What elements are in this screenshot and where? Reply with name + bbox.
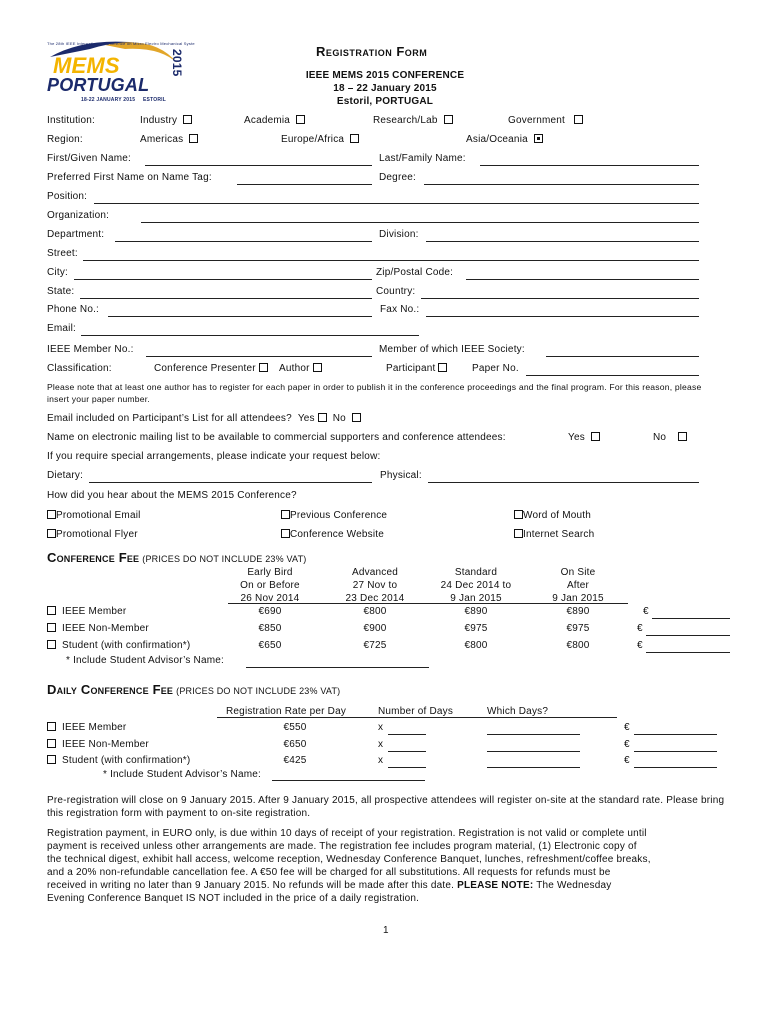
research-label: Research/Lab bbox=[373, 115, 438, 126]
fee-member-price-standard: €890 bbox=[464, 606, 488, 617]
daily-member-price: €550 bbox=[283, 722, 307, 733]
department-label: Department: bbox=[47, 229, 105, 240]
daily-advisor-field[interactable] bbox=[272, 780, 425, 781]
hear-flyer-checkbox[interactable] bbox=[47, 529, 56, 538]
hear-search-checkbox[interactable] bbox=[514, 529, 523, 538]
banquet-text: The Wednesday bbox=[533, 880, 612, 891]
author-option[interactable] bbox=[279, 363, 322, 374]
daily-nonmember-which-field[interactable] bbox=[487, 751, 580, 752]
daily-student-label: Student (with confirmation*) bbox=[61, 755, 191, 766]
mailing-list-text: Name on electronic mailing list to be available to commercial supporters and conference attendees: bbox=[47, 432, 506, 443]
daily-col-days: Number of Days bbox=[378, 706, 454, 717]
presenter-label: Conference Presenter bbox=[154, 363, 256, 374]
department-field[interactable] bbox=[115, 241, 372, 242]
daily-row-student[interactable] bbox=[47, 755, 190, 766]
fee-col-standard bbox=[424, 566, 528, 605]
classification-label: Classification: bbox=[47, 363, 112, 374]
author-checkbox[interactable] bbox=[313, 363, 322, 372]
hear-option-website[interactable] bbox=[281, 529, 384, 540]
daily-student-total-field[interactable] bbox=[634, 767, 717, 768]
europe-label: Europe/Africa bbox=[281, 134, 345, 145]
hear-flyer-label: Promotional Flyer bbox=[56, 529, 138, 540]
presenter-checkbox[interactable] bbox=[259, 363, 268, 372]
daily-member-total-field[interactable] bbox=[634, 734, 717, 735]
hear-word-label: Word of Mouth bbox=[523, 510, 592, 521]
daily-member-label: IEEE Member bbox=[61, 722, 127, 733]
hear-website-label: Conference Website bbox=[290, 529, 385, 540]
government-label: Government bbox=[508, 115, 566, 126]
position-field[interactable] bbox=[94, 203, 699, 204]
daily-header-rule bbox=[217, 717, 617, 718]
hear-option-flyer[interactable] bbox=[47, 529, 138, 540]
daily-student-which-field[interactable] bbox=[487, 767, 580, 768]
author-label: Author bbox=[279, 363, 310, 374]
logo-dates: 18-22 JANUARY 2015 bbox=[81, 97, 136, 103]
email-list-text: Email included on Participant’s List for all attendees? bbox=[47, 413, 292, 424]
dietary-field[interactable] bbox=[89, 482, 372, 483]
fee-header-rule bbox=[228, 603, 628, 604]
daily-nonmember-total-field[interactable] bbox=[634, 751, 717, 752]
email-list-yes-label: Yes bbox=[297, 413, 315, 424]
hear-email-checkbox[interactable] bbox=[47, 510, 56, 519]
country-label: Country: bbox=[376, 286, 416, 297]
payment-line-3: the technical digest, exhibit hall access, welcome reception, Wednesday Conference Banquet, lunches, refreshment/coffee breaks, bbox=[47, 854, 651, 865]
payment-line-2: payment is received unless other arrangements are made. The registration fee includes program material, (1) Electronic copy of bbox=[47, 841, 637, 852]
mailing-no-option[interactable] bbox=[653, 432, 687, 443]
fee-row-student[interactable] bbox=[47, 640, 190, 651]
institution-research[interactable] bbox=[373, 115, 453, 126]
email-list-no-checkbox[interactable] bbox=[352, 413, 361, 422]
participant-checkbox[interactable] bbox=[438, 363, 447, 372]
preferred-name-field[interactable] bbox=[237, 184, 372, 185]
onsite-line2: After bbox=[566, 580, 590, 591]
fee-advisor-field[interactable] bbox=[246, 667, 429, 668]
last-name-label: Last/Family Name: bbox=[379, 153, 466, 164]
payment-line-5: received in writing no later than 9 January 2015. No refunds will be made after this date. bbox=[47, 880, 455, 891]
industry-label: Industry bbox=[140, 115, 178, 126]
email-list-no-label: No bbox=[332, 413, 346, 424]
fee-student-price-early: €650 bbox=[258, 640, 282, 651]
early-line1: Early Bird bbox=[247, 567, 293, 578]
hear-option-previous[interactable] bbox=[281, 510, 387, 521]
advanced-line1: Advanced bbox=[351, 567, 399, 578]
onsite-line3: 9 Jan 2015 bbox=[552, 593, 604, 604]
americas-label: Americas bbox=[140, 134, 184, 145]
dietary-label: Dietary: bbox=[47, 470, 84, 481]
zip-field[interactable] bbox=[466, 279, 699, 280]
standard-line1: Standard bbox=[454, 567, 498, 578]
daily-nonmember-price: €650 bbox=[283, 739, 307, 750]
hear-email-label: Promotional Email bbox=[56, 510, 141, 521]
industry-checkbox[interactable] bbox=[183, 115, 192, 124]
mailing-yes-option[interactable] bbox=[568, 432, 600, 443]
conference-fee-heading bbox=[47, 550, 306, 565]
daily-nonmember-days-field[interactable] bbox=[388, 751, 426, 752]
daily-student-days-field[interactable] bbox=[388, 767, 426, 768]
hear-search-label: Internet Search bbox=[523, 529, 595, 540]
first-name-field[interactable] bbox=[145, 165, 372, 166]
mailing-no-checkbox[interactable] bbox=[678, 432, 687, 441]
institution-academia[interactable] bbox=[244, 115, 305, 126]
standard-line3: 9 Jan 2015 bbox=[450, 593, 502, 604]
payment-paragraph bbox=[47, 827, 737, 905]
hear-word-checkbox[interactable] bbox=[514, 510, 523, 519]
degree-field[interactable] bbox=[424, 184, 699, 185]
conference-place: Estoril, PORTUGAL bbox=[336, 96, 434, 107]
email-list-question bbox=[47, 413, 361, 424]
early-line3: 26 Nov 2014 bbox=[240, 593, 300, 604]
daily-nonmember-label: IEEE Non-Member bbox=[61, 739, 149, 750]
position-label: Position: bbox=[47, 191, 88, 202]
payment-line-1: Registration payment, in EURO only, is due within 10 days of receipt of your registration. Registration is not valid or complete until bbox=[47, 828, 647, 839]
last-name-field[interactable] bbox=[480, 165, 699, 166]
preregistration-text: Pre-registration will close on 9 January 2015. After 9 January 2015, all prospective attendees will register on-site at the standard rate. Please bring this registration form with payment to on-site registration. bbox=[47, 795, 725, 819]
special-arrangements-text: If you require special arrangements, please indicate your request below: bbox=[47, 451, 381, 462]
fee-col-advanced bbox=[333, 566, 417, 605]
daily-fee-title: Daily Conference Fee bbox=[47, 682, 174, 697]
research-checkbox[interactable] bbox=[444, 115, 453, 124]
author-note: Please note that at least one author has to register for each paper in order to publish it in the conference proceedings and the final program. For this reason, please insert your paper number. bbox=[47, 382, 702, 404]
daily-member-which-field[interactable] bbox=[487, 734, 580, 735]
daily-fee-heading bbox=[47, 682, 340, 697]
paper-number-field[interactable] bbox=[526, 375, 699, 376]
daily-nonmember-checkbox[interactable] bbox=[47, 739, 56, 748]
society-field[interactable] bbox=[546, 356, 699, 357]
email-label: Email: bbox=[47, 323, 76, 334]
institution-industry[interactable] bbox=[140, 115, 192, 126]
physical-label: Physical: bbox=[380, 470, 422, 481]
fax-field[interactable] bbox=[426, 316, 699, 317]
state-label: State: bbox=[47, 286, 75, 297]
city-label: City: bbox=[47, 267, 68, 278]
payment-line-6: Evening Conference Banquet IS NOT included in the price of a daily registration. bbox=[47, 893, 420, 904]
fee-student-total-field[interactable] bbox=[646, 652, 730, 653]
hear-option-search[interactable] bbox=[514, 529, 594, 540]
daily-col-rate: Registration Rate per Day bbox=[226, 706, 347, 717]
payment-line-4: and a 20% non-refundable cancellation fee. A €50 fee will be charged for all substitutions. All requests for refunds must be bbox=[47, 867, 611, 878]
conference-fee-note: (PRICES DO NOT INCLUDE 23% VAT) bbox=[142, 554, 307, 564]
state-field[interactable] bbox=[80, 298, 372, 299]
hear-question: How did you hear about the MEMS 2015 Conference? bbox=[47, 490, 297, 501]
europe-checkbox[interactable] bbox=[350, 134, 359, 143]
physical-field[interactable] bbox=[428, 482, 699, 483]
institution-label: Institution: bbox=[47, 115, 95, 126]
hear-option-word[interactable] bbox=[514, 510, 591, 521]
daily-row-nonmember[interactable] bbox=[47, 739, 149, 750]
daily-advisor-label: * Include Student Advisor’s Name: bbox=[103, 769, 261, 780]
asia-checkbox[interactable] bbox=[534, 134, 543, 143]
fee-advisor-label: * Include Student Advisor’s Name: bbox=[66, 655, 224, 666]
organization-field[interactable] bbox=[141, 222, 699, 223]
daily-student-price: €425 bbox=[283, 755, 307, 766]
hear-previous-label: Previous Conference bbox=[290, 510, 388, 521]
daily-fee-note: (PRICES DO NOT INCLUDE 23% VAT) bbox=[176, 686, 341, 696]
form-title: Registration Form bbox=[316, 44, 428, 59]
fee-student-label: Student (with confirmation*) bbox=[61, 640, 191, 651]
phone-label: Phone No.: bbox=[47, 304, 100, 315]
fee-student-price-advanced: €725 bbox=[363, 640, 387, 651]
payment-line-5-wrap bbox=[47, 879, 737, 892]
email-field[interactable] bbox=[81, 335, 419, 336]
preferred-name-label: Preferred First Name on Name Tag: bbox=[47, 172, 212, 183]
fee-member-price-early: €690 bbox=[258, 606, 282, 617]
page-number: 1 bbox=[383, 925, 389, 936]
daily-member-checkbox[interactable] bbox=[47, 722, 56, 731]
fee-row-member[interactable] bbox=[47, 606, 126, 617]
organization-label: Organization: bbox=[47, 210, 110, 221]
fee-nonmember-price-early: €850 bbox=[258, 623, 282, 634]
advanced-line3: 23 Dec 2014 bbox=[345, 593, 405, 604]
fee-member-total-field[interactable] bbox=[652, 618, 730, 619]
academia-checkbox[interactable] bbox=[296, 115, 305, 124]
hear-website-checkbox[interactable] bbox=[281, 529, 290, 538]
fee-nonmember-euro: € bbox=[637, 623, 643, 634]
daily-student-checkbox[interactable] bbox=[47, 755, 56, 764]
fee-nonmember-total-field[interactable] bbox=[646, 635, 730, 636]
logo-year: 2015 bbox=[170, 49, 184, 77]
onsite-line1: On Site bbox=[560, 567, 596, 578]
fee-row-nonmember[interactable] bbox=[47, 623, 149, 634]
degree-label: Degree: bbox=[379, 172, 416, 183]
fee-nonmember-label: IEEE Non-Member bbox=[61, 623, 149, 634]
logo-tagline: The 28th IEEE International Conference on Micro Electro Mechanical Systems bbox=[47, 41, 195, 46]
fee-member-label: IEEE Member bbox=[61, 606, 127, 617]
academia-label: Academia bbox=[244, 115, 291, 126]
presenter-option[interactable] bbox=[154, 363, 268, 374]
hear-option-email[interactable] bbox=[47, 510, 141, 521]
fee-nonmember-checkbox[interactable] bbox=[47, 623, 56, 632]
fee-member-euro: € bbox=[643, 606, 649, 617]
conference-logo bbox=[45, 35, 195, 107]
region-europe[interactable] bbox=[281, 134, 359, 145]
logo-city: ESTORIL bbox=[143, 97, 166, 103]
daily-member-days-field[interactable] bbox=[388, 734, 426, 735]
please-note-label: PLEASE NOTE: bbox=[457, 880, 534, 891]
email-list-yes-checkbox[interactable] bbox=[318, 413, 327, 422]
fee-student-price-standard: €800 bbox=[464, 640, 488, 651]
daily-nonmember-euro: € bbox=[624, 739, 630, 750]
phone-field[interactable] bbox=[108, 316, 372, 317]
fee-member-checkbox[interactable] bbox=[47, 606, 56, 615]
paper-label: Paper No. bbox=[472, 363, 519, 374]
division-label: Division: bbox=[379, 229, 419, 240]
region-label: Region: bbox=[47, 134, 83, 145]
region-americas[interactable] bbox=[140, 134, 198, 145]
daily-student-euro: € bbox=[624, 755, 630, 766]
fee-member-price-advanced: €800 bbox=[363, 606, 387, 617]
institution-government[interactable] bbox=[508, 115, 583, 126]
fee-student-price-onsite: €800 bbox=[566, 640, 590, 651]
daily-member-euro: € bbox=[624, 722, 630, 733]
society-label: Member of which IEEE Society: bbox=[379, 344, 525, 355]
fax-label: Fax No.: bbox=[380, 304, 420, 315]
region-asia[interactable] bbox=[466, 134, 543, 145]
fee-student-checkbox[interactable] bbox=[47, 640, 56, 649]
advanced-line2: 27 Nov to bbox=[352, 580, 398, 591]
fee-student-euro: € bbox=[637, 640, 643, 651]
fee-col-early bbox=[228, 566, 312, 605]
street-field[interactable] bbox=[83, 260, 699, 261]
daily-student-x: x bbox=[378, 755, 384, 766]
daily-member-x: x bbox=[378, 722, 384, 733]
first-name-label: First/Given Name: bbox=[47, 153, 131, 164]
early-line2: On or Before bbox=[240, 580, 300, 591]
standard-line2: 24 Dec 2014 to bbox=[440, 580, 512, 591]
daily-col-which: Which Days? bbox=[487, 706, 549, 717]
government-checkbox[interactable] bbox=[574, 115, 583, 124]
participant-label: Participant bbox=[386, 363, 436, 374]
street-label: Street: bbox=[47, 248, 78, 259]
hear-previous-checkbox[interactable] bbox=[281, 510, 290, 519]
fee-nonmember-price-advanced: €900 bbox=[363, 623, 387, 634]
daily-nonmember-x: x bbox=[378, 739, 384, 750]
logo-mems: MEMS bbox=[53, 53, 120, 78]
conference-dates: 18 – 22 January 2015 bbox=[333, 83, 437, 94]
zip-label: Zip/Postal Code: bbox=[376, 267, 454, 278]
participant-option[interactable] bbox=[386, 363, 447, 374]
conference-fee-title: Conference Fee bbox=[47, 550, 140, 565]
fee-nonmember-price-standard: €975 bbox=[464, 623, 488, 634]
fee-col-onsite bbox=[536, 566, 620, 605]
logo-portugal: PORTUGAL bbox=[47, 75, 150, 95]
country-field[interactable] bbox=[421, 298, 699, 299]
division-field[interactable] bbox=[426, 241, 699, 242]
fee-member-price-onsite: €890 bbox=[566, 606, 590, 617]
mailing-yes-checkbox[interactable] bbox=[591, 432, 600, 441]
fee-nonmember-price-onsite: €975 bbox=[566, 623, 590, 634]
mailing-no-label: No bbox=[653, 432, 667, 443]
ieee-number-field[interactable] bbox=[146, 356, 372, 357]
daily-row-member[interactable] bbox=[47, 722, 126, 733]
city-field[interactable] bbox=[74, 279, 372, 280]
mailing-yes-label: Yes bbox=[568, 432, 585, 443]
asia-label: Asia/Oceania bbox=[466, 134, 528, 145]
conference-name: IEEE MEMS 2015 CONFERENCE bbox=[305, 70, 465, 81]
americas-checkbox[interactable] bbox=[189, 134, 198, 143]
ieee-number-label: IEEE Member No.: bbox=[47, 344, 134, 355]
